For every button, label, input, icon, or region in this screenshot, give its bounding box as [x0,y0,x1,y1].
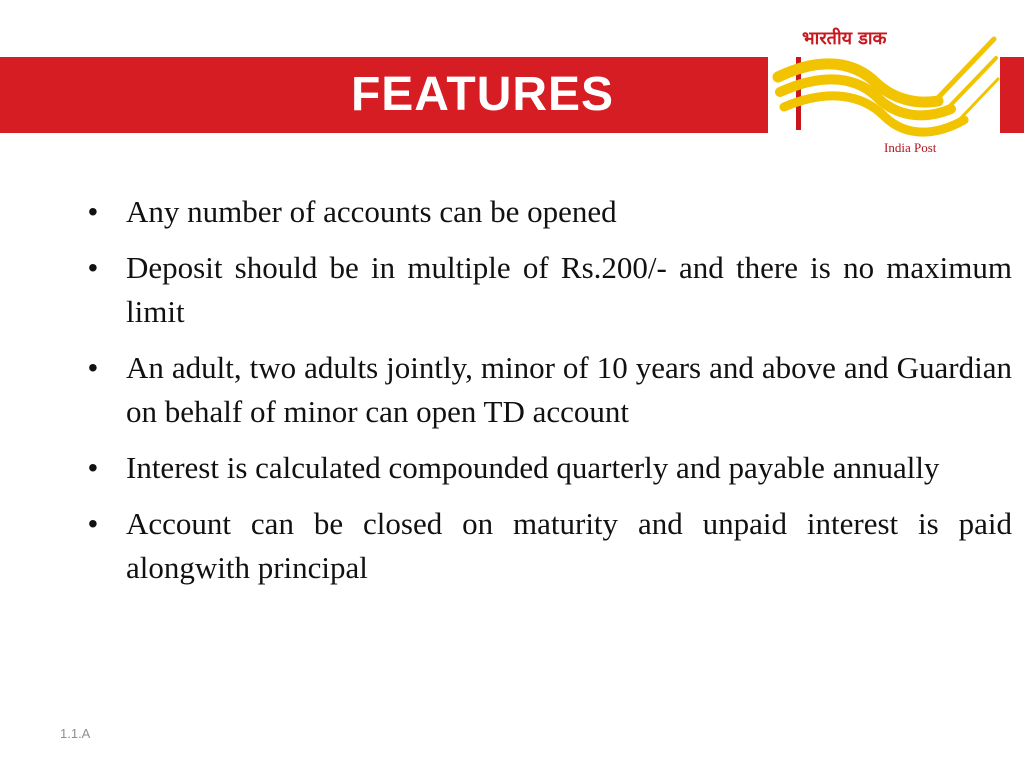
india-post-logo [768,0,1000,160]
bullet-icon: • [88,352,98,383]
logo-english-text: India Post [884,140,937,155]
slide-title: FEATURES [350,68,615,121]
feature-text: Account can be closed on maturity and unpaid interest is paid alongwith principal [126,506,1012,585]
feature-item-2 [88,246,1012,334]
feature-text: Any number of accounts can be opened [126,194,617,229]
bullet-icon: • [88,508,98,539]
india-post-logo-icon [768,0,1000,160]
feature-item-5 [88,502,1012,590]
feature-item-3 [88,346,1012,434]
feature-text: Interest is calculated compounded quarterly and payable annually [126,450,940,485]
feature-text: An adult, two adults jointly, minor of 10 years and above and Guardian on behalf of minor can open TD account [126,350,1012,429]
logo-hindi-text: भारतीय डाक [802,28,887,49]
bullet-icon: • [88,196,98,227]
slide-number: 1.1.A [60,726,91,741]
feature-item-1 [88,190,1012,234]
features-list [88,190,1012,602]
feature-item-4 [88,446,1012,490]
bullet-icon: • [88,252,98,283]
bullet-icon: • [88,452,98,483]
feature-text: Deposit should be in multiple of Rs.200/- and there is no maximum limit [126,250,1012,329]
